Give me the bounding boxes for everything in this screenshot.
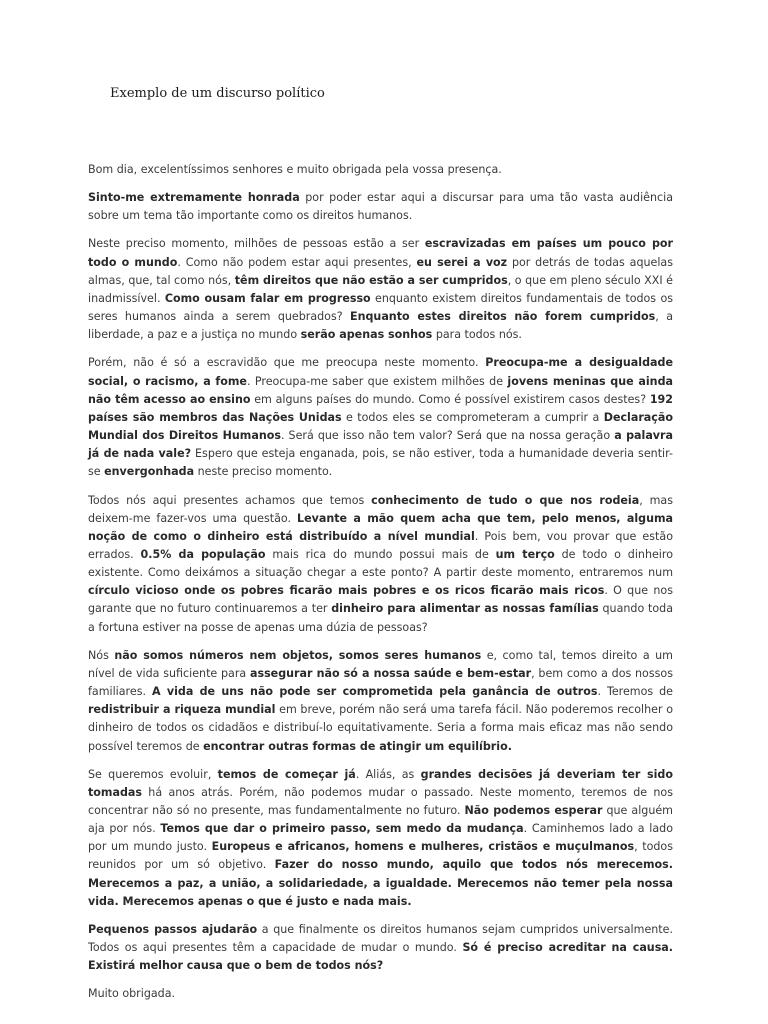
text-run: em alguns países do mundo. Como é possível existirem casos destes? xyxy=(250,392,650,406)
paragraph xyxy=(88,647,673,756)
text-run: em breve, porém não será uma tarefa fácil. Não poderemos recolher o dinheiro de todos os cidadãos e distribuí-lo equitativamente. Seria a forma mais eficaz mas não sendo possível teremos de xyxy=(88,703,673,753)
text-run: Se queremos evoluir, xyxy=(88,767,218,781)
bold-text: Levante a mão quem acha que tem, pelo menos, alguma noção de como o dinheiro está distribuído a nível mundial xyxy=(88,511,674,543)
text-run: por poder estar aqui a discursar para uma tão vasta audiência sobre um tema tão importante como os direitos humanos. xyxy=(88,191,673,223)
text-run: . Caminhemos lado a lado por um mundo justo. xyxy=(88,822,673,854)
bold-text: grandes decisões já deveriam ter sido tomadas xyxy=(88,767,673,799)
paragraph xyxy=(88,492,673,637)
bold-text: jovens meninas que ainda não têm acesso ao ensino xyxy=(88,374,674,406)
document-body xyxy=(88,161,673,1014)
bold-text: Fazer do nosso mundo, aquilo que todos nós merecemos. Merecemos a paz, a união, a solidariedade, a igualdade. Merecemos não temer pela nossa vida. Merecemos apenas o que é justo e nada mais. xyxy=(88,858,673,908)
text-run: , o que em pleno século XXI é inadmissível. xyxy=(88,273,674,305)
text-run: Muito obrigada. xyxy=(88,987,176,1001)
text-run: quando toda a fortuna estiver na posse de apenas uma dúzia de pessoas? xyxy=(88,602,673,634)
document-title: Exemplo de um discurso político xyxy=(110,86,325,101)
text-run: . Pois bem, vou provar que estão errados. xyxy=(88,529,673,561)
bold-text: Europeus e africanos, homens e mulheres, cristãos e muçulmanos xyxy=(211,840,635,854)
bold-text: envergonhada xyxy=(104,465,195,479)
paragraph xyxy=(88,161,673,179)
text-run: e todos eles se comprometeram a cumprir a xyxy=(341,410,604,424)
text-run: , mas deixem-me fazer-vos uma questão. xyxy=(88,493,673,525)
text-run: . Teremos de xyxy=(597,685,674,699)
bold-text: Só é preciso acreditar na causa. Existirá melhor causa que o bem de todos nós? xyxy=(88,941,674,973)
bold-text: Preocupa-me a desigualdade social, o racismo, a fome xyxy=(88,356,673,388)
text-run: . Será que isso não tem valor? Será que na nossa geração xyxy=(280,429,615,443)
bold-text: 0.5% da população xyxy=(140,547,266,561)
bold-text: A vida de uns não pode ser comprometida pela ganância de outros xyxy=(151,685,598,699)
text-run: e, como tal, temos direito a um nível de vida suficiente para xyxy=(88,648,673,680)
text-run: Bom dia, excelentíssimos senhores e muito obrigada pela vossa presença. xyxy=(88,163,502,176)
text-run: . Como não podem estar aqui presentes, xyxy=(177,255,417,269)
paragraph xyxy=(88,189,673,225)
bold-text: Temos que dar o primeiro passo, sem medo da mudança xyxy=(160,822,524,836)
text-run: há anos atrás. Porém, não podemos mudar o passado. Neste momento, teremos de nos concentrar não só no presente, mas fundamentalmente no futuro. xyxy=(88,785,673,817)
text-run: para todos nós. xyxy=(432,328,522,342)
text-run: Espero que esteja enganada, pois, se não estiver, toda a humanidade deveria sentir-se xyxy=(88,447,673,479)
bold-text: temos de começar já xyxy=(217,767,356,781)
bold-text: Não podemos esperar xyxy=(464,804,603,817)
text-run: Neste preciso momento, milhões de pessoas estão a ser xyxy=(88,237,425,251)
bold-text: serão apenas sonhos xyxy=(300,328,433,342)
bold-text: círculo vicioso onde os pobres ficarão mais pobres e os ricos ficarão mais ricos xyxy=(88,584,605,598)
text-run: de todo o dinheiro existente. Como deixámos a situação chegar a este ponto? A partir deste momento, entraremos num xyxy=(88,547,673,580)
text-run: , a liberdade, a paz e a justiça no mundo xyxy=(88,310,673,342)
paragraph xyxy=(88,766,673,911)
paragraph xyxy=(88,235,673,344)
bold-text: conhecimento de tudo o que nos rodeia xyxy=(371,493,640,507)
bold-text: eu serei a voz xyxy=(416,255,508,269)
bold-text: Pequenos passos ajudarão xyxy=(88,922,258,936)
bold-text: têm direitos que não estão a ser cumpridos xyxy=(234,273,508,287)
bold-text: Enquanto estes direitos não forem cumpridos xyxy=(350,310,656,324)
text-run: a que finalmente os direitos humanos sejam cumpridos universalmente. Todos os aqui presentes têm a capacidade de mudar o mundo. xyxy=(88,922,673,955)
text-run: . O que nos garante que no futuro continuaremos a ter xyxy=(88,584,673,616)
text-run: mais rica do mundo possui mais de xyxy=(265,547,496,561)
bold-text: escravizadas em países um pouco por todo o mundo xyxy=(88,237,673,269)
paragraph xyxy=(88,921,673,975)
bold-text: Como ousam falar em progresso xyxy=(164,291,371,305)
bold-text: assegurar não só a nossa saúde e bem-estar xyxy=(249,666,532,680)
text-run: , todos reunidos por um só objetivo. xyxy=(88,840,673,872)
paragraph xyxy=(88,354,673,481)
text-run: Porém, não é só a escravidão que me preocupa neste momento. xyxy=(88,356,486,370)
text-run: neste preciso momento. xyxy=(194,465,333,479)
text-run: que alguém aja por nós. xyxy=(88,804,673,836)
bold-text: a palavra já de nada vale? xyxy=(88,429,674,461)
text-run: , bem como a dos nossos familiares. xyxy=(88,666,673,699)
text-run: . Preocupa-me saber que existem milhões de xyxy=(246,374,508,388)
bold-text: Declaração Mundial dos Direitos Humanos xyxy=(88,410,673,443)
text-run: enquanto existem direitos fundamentais de todos os seres humanos ainda a serem quebrados? xyxy=(88,291,674,324)
bold-text: dinheiro para alimentar as nossas famílias xyxy=(331,602,599,616)
text-run: por detrás de todas aquelas almas, que, tal como nós, xyxy=(88,255,674,287)
bold-text: encontrar outras formas de atingir um equilíbrio. xyxy=(203,739,512,753)
bold-text: não somos números nem objetos, somos seres humanos xyxy=(114,648,482,662)
bold-text: redistribuir a riqueza mundial xyxy=(88,703,276,717)
bold-text: um terço xyxy=(495,547,555,561)
bold-text: Sinto-me extremamente honrada xyxy=(88,191,300,205)
bold-text: 192 países são membros das Nações Unidas xyxy=(88,392,673,424)
text-run: . Aliás, as xyxy=(355,767,421,781)
paragraph xyxy=(88,985,673,1003)
text-run: Todos nós aqui presentes achamos que temos xyxy=(88,493,372,507)
text-run: Nós xyxy=(88,648,115,662)
